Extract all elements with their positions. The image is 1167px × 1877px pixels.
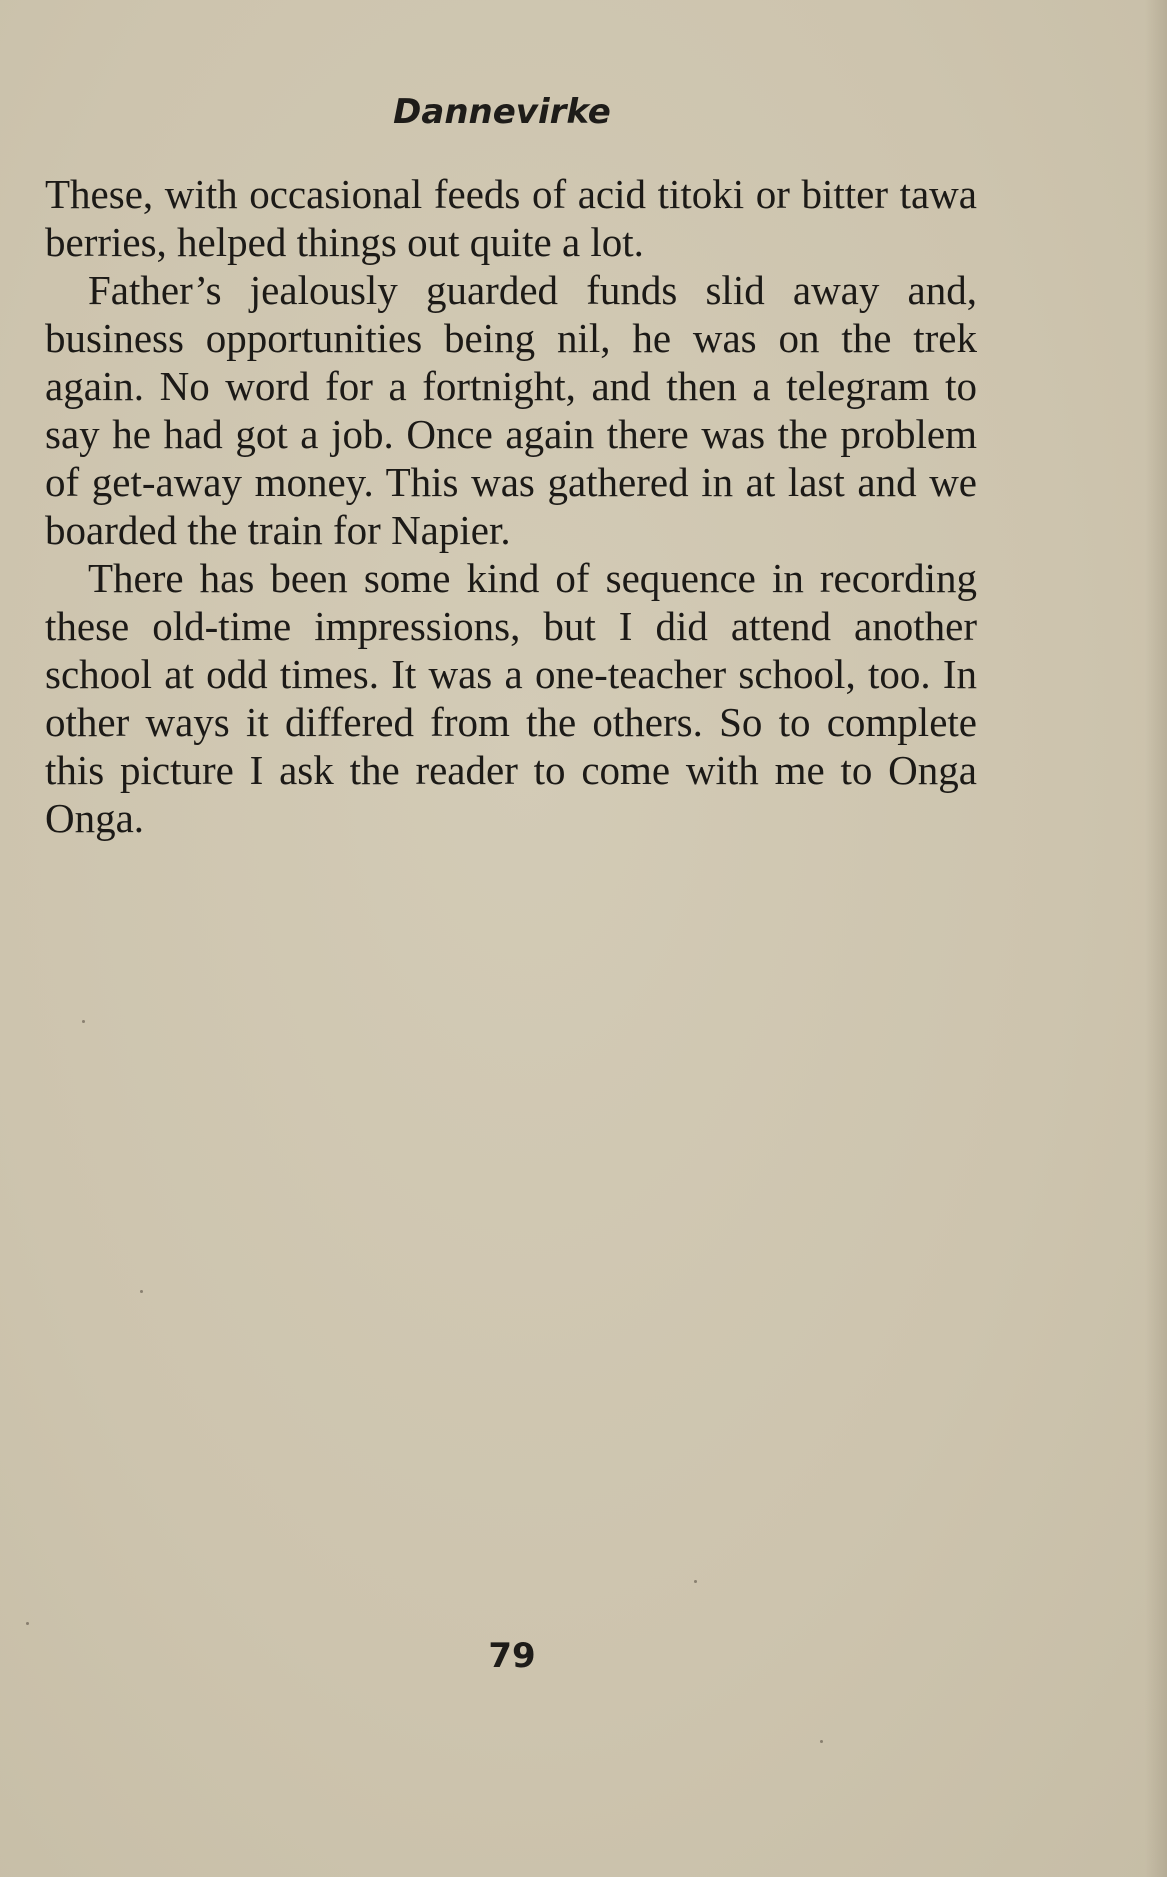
- paragraph-1: These, with occasional feeds of acid titoki or bitter tawa berries, helped things out quite a lot.: [45, 171, 977, 265]
- page-edge-shadow: [1145, 0, 1167, 1877]
- paper-speck: [820, 1740, 823, 1743]
- paragraph-2: Father’s jealously guarded funds slid away and, business opportunities being nil, he was on the trek again. No word for a fortnight, and then a telegram to say he had got a job. Once again there was the problem of get-away money. This was gathered in at last and we boarded the train for Napier.: [45, 267, 977, 553]
- paper-speck: [26, 1622, 29, 1625]
- paper-speck: [82, 1020, 85, 1023]
- page-number: 79: [488, 1636, 536, 1676]
- running-head: Dannevirke: [393, 92, 611, 132]
- paragraph-3: There has been some kind of sequence in recording these old-time impressions, but I did attend another school at odd times. It was a one-teacher school, too. In other ways it differed from the others. So to complete this picture I ask the reader to come with me to Onga Onga.: [45, 555, 977, 841]
- paper-speck: [694, 1580, 697, 1583]
- body-text: [45, 170, 977, 842]
- paper-speck: [140, 1290, 143, 1293]
